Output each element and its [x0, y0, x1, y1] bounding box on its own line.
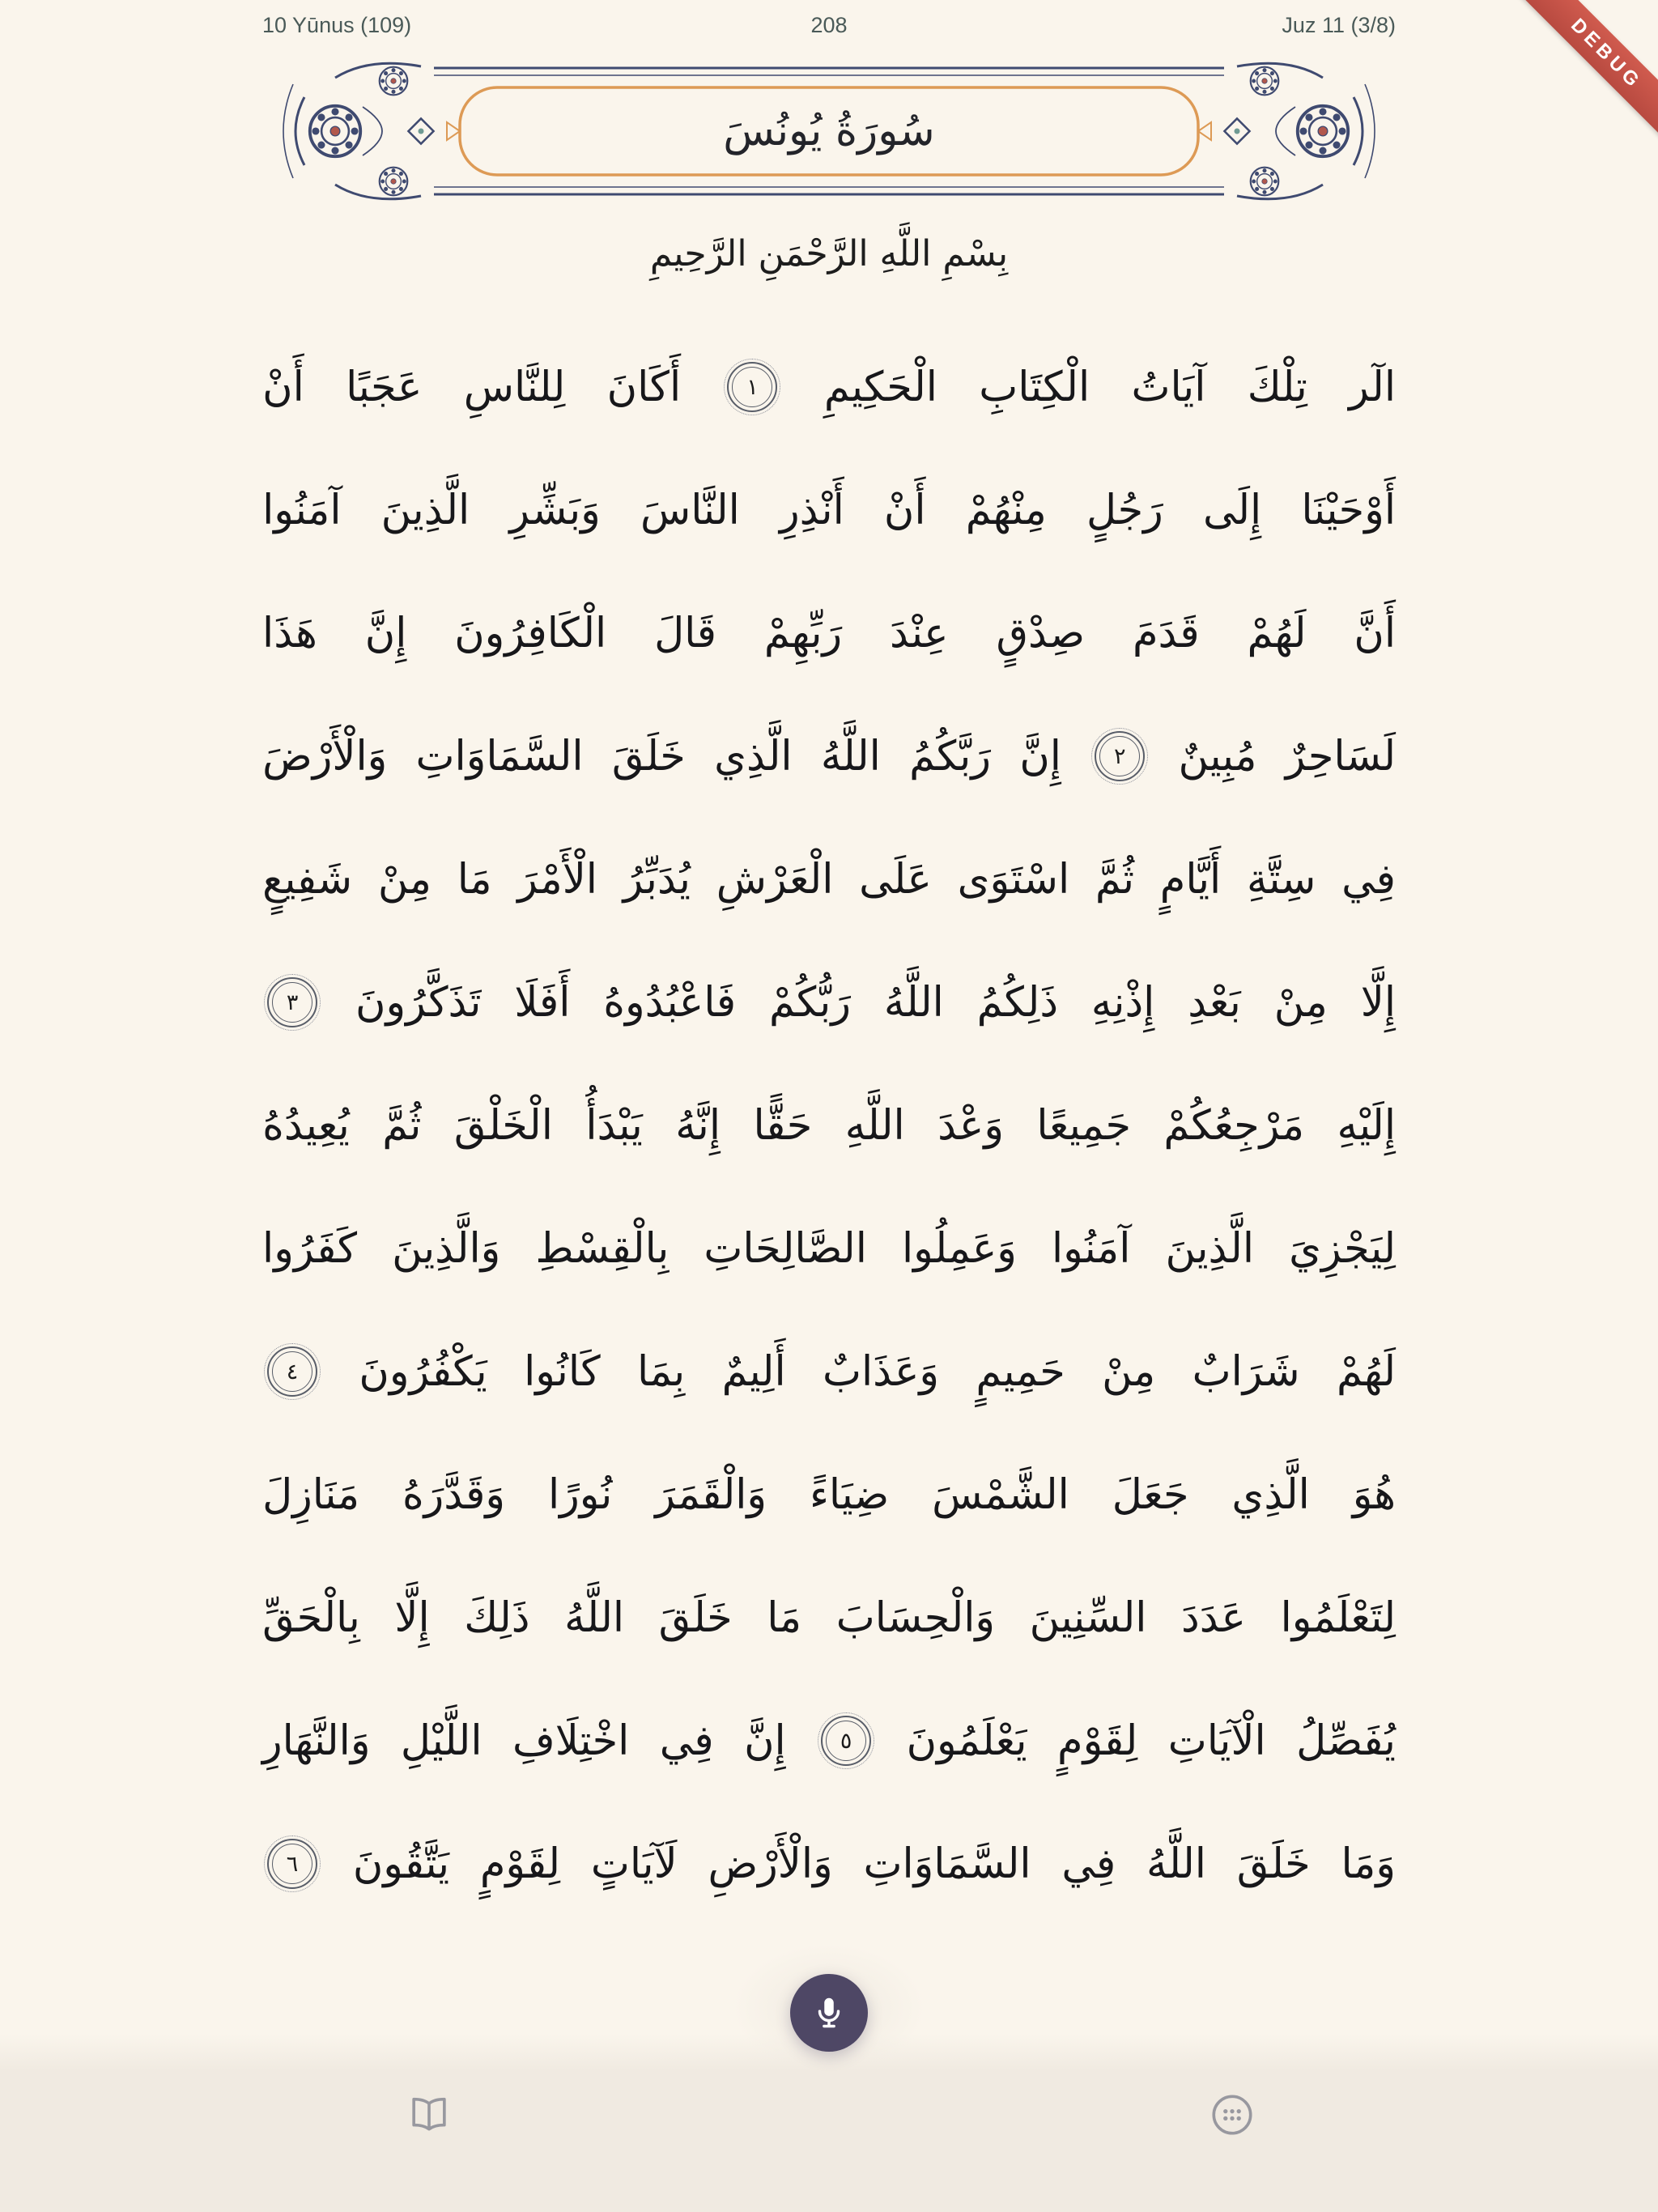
aya-word: وَالْحِسَابَ — [835, 1593, 996, 1642]
aya-word: خَلَقَ — [611, 732, 686, 781]
page-number: 208 — [810, 13, 848, 37]
aya-word: الْآيَاتِ — [1167, 1716, 1266, 1765]
aya-word: الَّذِي — [1231, 1470, 1310, 1519]
aya-word: لِتَعْلَمُوا — [1280, 1593, 1396, 1642]
aya-word: الشَّمْسَ — [932, 1470, 1069, 1519]
aya-word: الٓر — [1349, 363, 1396, 411]
aya-word: تَذَكَّرُونَ — [355, 978, 482, 1027]
aya-word: عَدَدَ — [1181, 1593, 1246, 1642]
aya-word: الْكِتَابِ — [979, 363, 1090, 411]
aya-word: عِنْدَ — [890, 609, 949, 657]
aya-word: مَا — [767, 1593, 802, 1642]
mushaf-line[interactable] — [262, 1187, 1396, 1310]
aya-word: كَانُوا — [524, 1347, 601, 1396]
aya-word: صِدْقٍ — [996, 609, 1086, 657]
aya-word: الْأَمْرَ — [517, 855, 597, 904]
aya-word: لِقَوْمٍ — [479, 1840, 561, 1888]
aya-word: بِالْقِسْطِ — [535, 1224, 670, 1273]
aya-word: الصَّالِحَاتِ — [704, 1224, 867, 1273]
aya-word: يَتَّقُونَ — [352, 1840, 450, 1888]
aya-word: ذَلِكَ — [464, 1593, 530, 1642]
aya-word: رَبِّهِمْ — [763, 609, 843, 657]
aya-word: وَعَمِلُوا — [901, 1224, 1017, 1273]
aya-word: الَّذِينَ — [380, 486, 470, 534]
aya-word: مَا — [457, 855, 492, 904]
aya-word: هَذَا — [262, 609, 317, 657]
aya-word: وَعْدَ — [937, 1101, 1004, 1150]
aya-word: حَقًّا — [753, 1101, 813, 1150]
mushaf-line[interactable] — [262, 1679, 1396, 1802]
verse-end-marker: ٤ — [267, 1346, 317, 1397]
aya-word: هُوَ — [1352, 1470, 1396, 1519]
aya-word: شَرَابٌ — [1192, 1347, 1300, 1396]
aya-word: قَالَ — [654, 609, 717, 657]
aya-word: فِي — [659, 1716, 714, 1765]
mushaf-line[interactable] — [262, 325, 1396, 449]
aya-word: السَّمَاوَاتِ — [863, 1840, 1031, 1888]
aya-word: أَنْذِرِ — [780, 486, 844, 534]
surah-title-banner — [262, 50, 1396, 212]
aya-word: بِالْحَقِّ — [262, 1593, 360, 1642]
aya-word: خَلَقَ — [658, 1593, 733, 1642]
aya-word: لِقَوْمٍ — [1057, 1716, 1138, 1765]
basmala: بِسْمِ اللَّهِ الرَّحْمَنِ الرَّحِيمِ — [649, 233, 1009, 274]
aya-word: تِلْكَ — [1247, 363, 1307, 411]
aya-word: أَنْ — [883, 486, 926, 534]
aya-word: وَبَشِّرِ — [509, 486, 601, 534]
aya-word: ضِيَاءً — [809, 1470, 890, 1519]
mushaf-line[interactable] — [262, 572, 1396, 695]
aya-word: مِنْ — [1102, 1347, 1156, 1396]
aya-word: لِلنَّاسِ — [463, 363, 566, 411]
aya-word: خَلَقَ — [1236, 1840, 1311, 1888]
aya-word: لَهُمْ — [1337, 1347, 1396, 1396]
aya-word: آيَاتُ — [1131, 363, 1206, 411]
aya-word: إِلَى — [1202, 486, 1262, 534]
aya-word: لَسَاحِرٌ — [1285, 732, 1396, 781]
mushaf-line[interactable] — [262, 818, 1396, 941]
aya-word: نُورًا — [548, 1470, 613, 1519]
debug-ribbon: DEBUG — [1516, 0, 1658, 144]
aya-word: وَالْأَرْضَ — [262, 732, 388, 781]
aya-word: وَالَّذِينَ — [392, 1224, 501, 1273]
aya-word: إِلَيْهِ — [1337, 1101, 1396, 1150]
aya-word: مَنَازِلَ — [262, 1470, 360, 1519]
more-options-button[interactable] — [1205, 2087, 1260, 2142]
aya-word: ثُمَّ — [382, 1101, 422, 1150]
aya-word: اللَّهُ — [564, 1593, 625, 1642]
aya-word: حَمِيمٍ — [976, 1347, 1065, 1396]
aya-word: قَدَمَ — [1132, 609, 1200, 657]
mushaf-line[interactable] — [262, 1556, 1396, 1679]
aya-word: آمَنُوا — [1052, 1224, 1131, 1273]
aya-word: لَهُمْ — [1247, 609, 1307, 657]
aya-word: بِمَا — [637, 1347, 686, 1396]
aya-word: إِنَّ — [364, 609, 407, 657]
aya-word: أَنْ — [262, 363, 304, 411]
aya-word: إِلَّا — [394, 1593, 430, 1642]
aya-word: مُبِينٌ — [1178, 732, 1257, 781]
surah-title: سُورَةُ يُونُسَ — [723, 107, 935, 155]
aya-word: وَالنَّهَارِ — [262, 1716, 371, 1765]
verse-end-marker: ١ — [727, 362, 777, 412]
aya-word: إِنَّهُ — [675, 1101, 721, 1150]
aya-word: يُعِيدُهُ — [262, 1101, 350, 1150]
aya-word: السِّنِينَ — [1029, 1593, 1147, 1642]
aya-word: سِتَّةِ — [1246, 855, 1316, 904]
aya-word: الَّذِينَ — [1165, 1224, 1254, 1273]
aya-word: إِنَّ — [744, 1716, 786, 1765]
aya-word: اللَّهُ — [1146, 1840, 1206, 1888]
aya-word: وَقَدَّرَهُ — [402, 1470, 506, 1519]
aya-word: فِي — [1341, 855, 1396, 904]
aya-word: الْحَكِيمِ — [823, 363, 937, 411]
aya-word: رَجُلٍ — [1086, 486, 1163, 534]
aya-word: أَنَّ — [1354, 609, 1396, 657]
aya-word: إِنَّ — [1019, 732, 1061, 781]
aya-word: أَيَّامٍ — [1159, 855, 1222, 904]
verse-end-marker: ٣ — [267, 977, 317, 1027]
aya-word: النَّاسَ — [640, 486, 740, 534]
aya-word: عَلَى — [859, 855, 932, 904]
aya-word: فَاعْبُدُوهُ — [603, 978, 737, 1027]
aya-word: يُفَصِّلُ — [1296, 1716, 1396, 1765]
aya-word: مِنْ — [1273, 978, 1328, 1027]
aya-word: اللَّيْلِ — [400, 1716, 483, 1765]
aya-word: إِذْنِهِ — [1090, 978, 1155, 1027]
mushaf-lines — [262, 325, 1396, 1925]
aya-word: عَجَبًا — [346, 363, 423, 411]
aya-word: يَكْفُرُونَ — [359, 1347, 487, 1396]
aya-word: جَمِيعًا — [1036, 1101, 1131, 1150]
microphone-button[interactable] — [790, 1974, 868, 2052]
aya-word: مَرْجِعُكُمْ — [1163, 1101, 1305, 1150]
aya-word: الْخَلْقَ — [453, 1101, 553, 1150]
aya-word: فِي — [1061, 1840, 1116, 1888]
aya-word: الْعَرْشِ — [716, 855, 834, 904]
aya-word: رَبَّكُمُ — [909, 732, 992, 781]
aya-word: ثُمَّ — [1095, 855, 1135, 904]
aya-word: رَبُّكُمْ — [769, 978, 851, 1027]
aya-word: الَّذِي — [714, 732, 793, 781]
aya-word: يَبْدَأُ — [585, 1101, 643, 1150]
aya-word: ذَلِكُمُ — [976, 978, 1059, 1027]
mushaf-line[interactable] — [262, 1310, 1396, 1433]
aya-word: اسْتَوَى — [957, 855, 1070, 904]
aya-word: اللَّهِ — [844, 1101, 905, 1150]
aya-word: لِيَجْزِيَ — [1289, 1224, 1396, 1273]
verse-end-marker: ٦ — [267, 1839, 317, 1889]
book-icon — [406, 2091, 453, 2138]
aya-word: بَعْدِ — [1188, 978, 1241, 1027]
aya-word: شَفِيعٍ — [262, 855, 353, 904]
aya-word: وَالْأَرْضِ — [708, 1840, 833, 1888]
aya-word: إِلَّا — [1360, 978, 1396, 1027]
page-header — [262, 13, 1396, 38]
aya-word: كَفَرُوا — [262, 1224, 358, 1273]
aya-word: وَالْقَمَرَ — [655, 1470, 767, 1519]
microphone-icon — [810, 1994, 848, 2031]
mushaf-line[interactable] — [262, 1064, 1396, 1187]
mushaf-line[interactable] — [262, 1433, 1396, 1556]
surah-header-label[interactable]: 10 Yūnus (109) — [262, 13, 412, 37]
juz-header-label[interactable]: Juz 11 (3/8) — [1282, 13, 1396, 37]
aya-word: السَّمَاوَاتِ — [415, 732, 584, 781]
aya-word: اخْتِلَافِ — [512, 1716, 630, 1765]
aya-word: يُدَبِّرُ — [623, 855, 691, 904]
mushaf-line[interactable] — [262, 449, 1396, 572]
debug-ribbon-corner — [1464, 0, 1658, 194]
aya-word: أَفَلَا — [514, 978, 571, 1027]
aya-word: أَلِيمٌ — [721, 1347, 786, 1396]
aya-word: وَمَا — [1341, 1840, 1396, 1888]
verse-end-marker: ٢ — [1095, 731, 1145, 781]
aya-word: وَعَذَابٌ — [823, 1347, 940, 1396]
aya-word: لَآيَاتٍ — [590, 1840, 678, 1888]
aya-word: يَعْلَمُونَ — [906, 1716, 1027, 1765]
mushaf-line[interactable] — [262, 1802, 1396, 1925]
aya-word: اللَّهُ — [820, 732, 881, 781]
aya-word: مِنْ — [377, 855, 432, 904]
aya-word: جَعَلَ — [1112, 1470, 1189, 1519]
aya-word: أَكَانَ — [606, 363, 682, 411]
aya-word: الْكَافِرُونَ — [454, 609, 607, 657]
verse-end-marker: ٥ — [821, 1716, 871, 1766]
mushaf-line[interactable] — [262, 695, 1396, 818]
mushaf-line[interactable] — [262, 941, 1396, 1064]
aya-word: أَوْحَيْنَا — [1301, 486, 1396, 534]
aya-word: آمَنُوا — [262, 486, 342, 534]
aya-word: مِنْهُمْ — [965, 486, 1047, 534]
dots-grid-icon — [1209, 2091, 1256, 2138]
aya-word: اللَّهُ — [883, 978, 944, 1027]
mushaf-view-button[interactable] — [402, 2087, 457, 2142]
